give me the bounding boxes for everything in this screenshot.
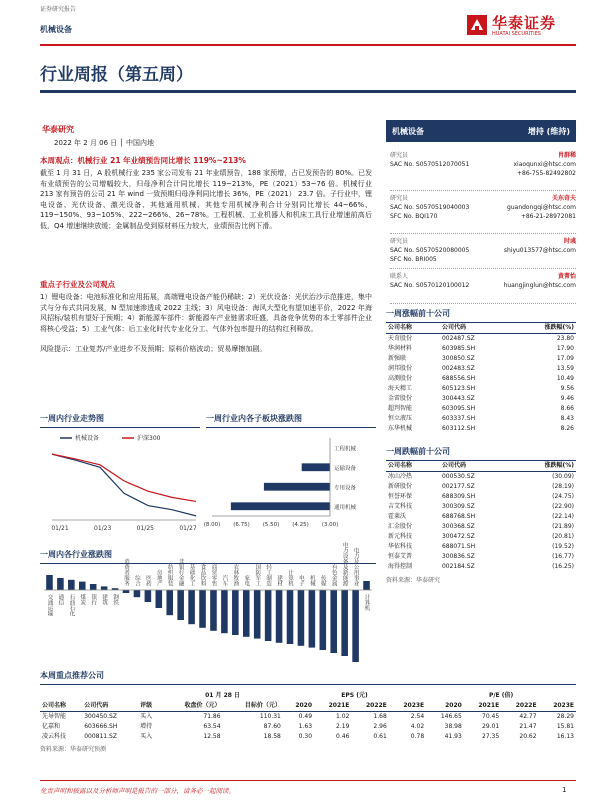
bar xyxy=(101,586,108,590)
bar xyxy=(265,590,272,641)
subsector-chart xyxy=(203,428,376,538)
table-row xyxy=(386,542,576,552)
table-cell: 冰山冷热 xyxy=(388,473,413,480)
table-cell: 新强联 xyxy=(388,355,407,362)
table-cell: (24.75) xyxy=(552,493,574,500)
table-cell: 9.56 xyxy=(560,385,574,392)
logo-icon xyxy=(466,14,488,36)
table-cell: 87.60 xyxy=(263,723,281,730)
table-cell: 688309.SH xyxy=(441,493,476,500)
category-label: 国防军工 xyxy=(254,564,261,586)
column-header: 2020 xyxy=(426,701,464,712)
table-row xyxy=(40,712,576,723)
analyst-name: 黄菁怡 xyxy=(557,273,576,280)
column-header: 2023E xyxy=(389,701,426,712)
table-cell: 16.13 xyxy=(556,733,574,740)
table-cell: 70.45 xyxy=(482,713,500,720)
org-label: 华泰研究 xyxy=(42,125,74,134)
x-tick-label: 01/21 xyxy=(51,525,69,532)
x-tick-label: (8.00) xyxy=(203,522,221,528)
table-row xyxy=(40,732,576,742)
table-cell: (22.90) xyxy=(552,503,574,510)
table-cell: 8.26 xyxy=(560,425,574,432)
table-row xyxy=(386,404,576,414)
table-row xyxy=(386,562,576,572)
category-label: 运输设备 xyxy=(334,466,357,473)
table-cell: 603112.SH xyxy=(441,425,476,432)
analyst-sac: SAC No. S0570519040003 xyxy=(390,204,470,211)
bar xyxy=(341,590,348,656)
table-row xyxy=(40,722,576,732)
subsector-chart-section xyxy=(203,413,376,542)
column-header: 2021E xyxy=(464,701,501,712)
x-tick-label: 01/25 xyxy=(136,525,154,532)
table-row xyxy=(386,472,576,483)
x-tick-label: (6.75) xyxy=(233,522,250,528)
table-cell: 金雷股份 xyxy=(388,395,413,402)
analyst-sac: SAC No. S0570520080005 xyxy=(390,247,470,254)
table-cell: 17.09 xyxy=(556,355,574,362)
category-label: 家电 xyxy=(243,575,250,586)
x-tick-label: (3.00) xyxy=(321,522,339,528)
category-label: 汽车 xyxy=(221,575,228,586)
series-line xyxy=(52,454,196,501)
analyst-email[interactable]: guandongqi@htsc.com xyxy=(507,204,576,211)
table-cell: 603095.SH xyxy=(441,405,476,412)
analyst-phone: +86-21-28972081 xyxy=(520,213,576,220)
table-cell: 增持 xyxy=(140,723,153,730)
rating-sector: 机械设备 xyxy=(392,127,424,136)
table-cell: 18.58 xyxy=(263,733,281,740)
table-cell: 688768.SH xyxy=(441,513,476,520)
table-cell: 2.96 xyxy=(373,723,387,730)
analyst-role: 联系人 xyxy=(390,273,409,280)
table-cell: 恒誉环保 xyxy=(388,493,413,500)
category-label: 钢铁 xyxy=(112,594,119,605)
analyst-name: 时彧 xyxy=(563,238,576,245)
table-cell: 110.31 xyxy=(259,713,281,720)
table-cell: 688556.SH xyxy=(441,375,476,382)
table-row xyxy=(386,364,576,374)
bar xyxy=(287,590,294,644)
table-row xyxy=(386,532,576,542)
category-label: 商贸零售 xyxy=(210,564,217,586)
bar xyxy=(276,590,283,643)
table-cell: (28.19) xyxy=(552,483,574,490)
table-cell: 603666.SH xyxy=(84,723,118,730)
pe-group-label: P/E (倍) xyxy=(488,692,514,699)
table-cell: 27.35 xyxy=(482,733,500,740)
column-header: 涨跌幅(%) xyxy=(511,323,576,334)
losers-source: 资料来源：华泰研究 xyxy=(386,577,441,584)
bar xyxy=(363,581,370,590)
page-title: 行业周报（第五周） xyxy=(40,65,193,85)
table-row xyxy=(386,374,576,384)
analyst-entry xyxy=(390,236,576,269)
table-cell: 13.59 xyxy=(556,365,574,372)
table-cell: 海得控制 xyxy=(388,563,413,570)
summary-body: 截至 1 月 31 日，A 股机械行业 235 家公司发布 21 年业绩预告，188 家预增，占已发预告的 80%。已发布业绩预告的公司增幅较大，归母净利合计同比增长 119~213%，PE（2021）53~76 倍。机械行业 213 家有预告的公司 21 年 wind 一致预期归母净利同比增长 36%，PE（2021） 23.7 倍。子行业中，锂电设备、光伏设备、激光设备、其他通用机械、其他专用机械净利合计分别同比增长 44~66%、119~150%、93~105%、222~266%、26~78%。工程机械、工业机器人和机床工具行业增速前高后低，Q4 增速继续放缓；金属制品受到原材料压力较大，业绩预告比例下滑。 xyxy=(40,169,372,230)
table-cell: 12.58 xyxy=(203,733,221,740)
table-cell: 23.80 xyxy=(556,335,574,342)
table-cell: (16.25) xyxy=(552,563,574,570)
date-line: 2022 年 2 月 06 日 │ 中国内地 xyxy=(54,139,154,147)
date-group-label: 01 月 28 日 xyxy=(205,692,241,699)
trend-chart xyxy=(40,428,200,538)
table-cell: (20.81) xyxy=(552,533,574,540)
column-header: 收盘价（元） xyxy=(162,701,222,712)
table-cell: 恒泰艾普 xyxy=(388,553,413,560)
column-header: 公司名称 xyxy=(40,701,82,712)
table-cell: 20.62 xyxy=(519,733,537,740)
bar xyxy=(221,590,228,633)
column-header: 2020 xyxy=(283,701,314,712)
table-cell: (22.14) xyxy=(552,513,574,520)
table-cell: 买入 xyxy=(140,713,153,720)
category-label: 农林牧渔 xyxy=(232,564,239,586)
bar xyxy=(309,590,316,648)
recommend-section xyxy=(40,670,576,753)
subsector-chart-title: 一周行业内各子板块涨跌图 xyxy=(206,414,302,423)
recommend-table xyxy=(40,691,576,742)
bar xyxy=(264,483,330,491)
column-header: 2022E xyxy=(351,701,388,712)
table-cell: 603985.SH xyxy=(441,345,476,352)
bar xyxy=(210,590,217,631)
losers-section xyxy=(386,446,576,584)
trend-chart-title: 一周内行业走势图 xyxy=(40,414,104,423)
rating-bar xyxy=(386,120,576,142)
category-label: 非银行金融 xyxy=(177,558,184,586)
trend-chart-section xyxy=(40,413,200,542)
table-cell: 41.93 xyxy=(444,733,462,740)
group-header-row xyxy=(40,691,576,701)
table-cell: 63.54 xyxy=(203,723,221,730)
analyst-role: 研究员 xyxy=(390,238,409,245)
table-row xyxy=(386,334,576,345)
x-tick-label: (4.25) xyxy=(292,522,309,528)
column-header: 评级 xyxy=(138,701,162,712)
analyst-list xyxy=(390,150,576,306)
table-cell: 300368.SZ xyxy=(441,523,475,530)
logo-en: HUATAI SECURITIES xyxy=(492,31,541,37)
table-cell: 28.29 xyxy=(556,713,574,720)
table-cell: 17.90 xyxy=(556,345,574,352)
category-label: 专用设备 xyxy=(334,485,357,492)
table-cell: 21.47 xyxy=(519,723,537,730)
table-cell: 新研股份 xyxy=(388,483,413,490)
analyst-entry xyxy=(390,150,576,191)
bar xyxy=(352,590,359,662)
table-cell: 0.46 xyxy=(336,733,350,740)
table-cell: (16.77) xyxy=(552,553,574,560)
bar xyxy=(156,590,163,608)
table-cell: 恒立液压 xyxy=(388,415,413,422)
analyst-role: 研究员 xyxy=(390,195,409,202)
column-header: 2021E xyxy=(314,701,351,712)
table-header-row xyxy=(386,323,576,334)
table-cell: 天奇股份 xyxy=(388,335,413,342)
table-cell: 润邦股份 xyxy=(388,365,413,372)
table-cell: 002177.SZ xyxy=(441,483,475,490)
gainers-section xyxy=(386,308,576,434)
table-row xyxy=(386,492,576,502)
column-header: 2022E xyxy=(501,701,538,712)
analyst-name: 肖群稀 xyxy=(557,152,576,159)
series-line xyxy=(52,454,196,516)
table-cell: 300836.SZ xyxy=(441,553,475,560)
table-row xyxy=(386,502,576,512)
category-label: 机械 xyxy=(308,575,315,586)
bar xyxy=(302,463,330,471)
x-tick-label: (5.50) xyxy=(262,522,280,528)
category-label: 煤炭 xyxy=(79,594,86,605)
table-header-row xyxy=(40,701,576,712)
page-number: 1 xyxy=(562,786,567,794)
column-header: 涨跌幅(%) xyxy=(511,461,576,472)
bar xyxy=(145,590,152,602)
bar xyxy=(90,584,97,590)
category-label: 有色金属 xyxy=(330,564,337,586)
legend-label: 机械设备 xyxy=(75,435,100,442)
table-cell: 4.02 xyxy=(410,723,425,730)
table-cell: 0.30 xyxy=(298,733,313,740)
table-cell: 新元科技 xyxy=(388,533,413,540)
table-row xyxy=(386,482,576,492)
category-label: 消费者服务 xyxy=(123,558,129,586)
table-cell: 300850.SZ xyxy=(441,355,475,362)
column-header: 公司代码 xyxy=(440,323,512,334)
table-row xyxy=(386,552,576,562)
table-cell: 亿嘉和 xyxy=(42,723,61,730)
footer-disclaimer: 免责声明和披露以及分析师声明是报告的一部分，请务必一起阅读。 xyxy=(40,787,235,795)
table-cell: 8.66 xyxy=(560,405,574,412)
x-tick-label: 01/27 xyxy=(179,525,197,532)
bar xyxy=(330,590,337,653)
column-header: 公司名称 xyxy=(386,323,440,334)
column-header: 目标价（元） xyxy=(223,701,283,712)
table-cell: 29.01 xyxy=(482,723,500,730)
bar xyxy=(188,590,195,624)
table-cell: 2.19 xyxy=(336,723,350,730)
summary-section xyxy=(40,156,372,231)
table-cell: (19.52) xyxy=(552,543,574,550)
focus-section xyxy=(40,280,372,354)
table-cell: 华润材料 xyxy=(388,345,413,352)
gainers-table xyxy=(386,323,576,434)
table-cell: 002483.SZ xyxy=(441,365,475,372)
table-cell: (21.89) xyxy=(552,523,574,530)
table-row xyxy=(386,384,576,394)
table-cell: 2.54 xyxy=(410,713,425,720)
table-cell: 东华机械 xyxy=(388,425,413,432)
table-cell: 000811.SZ xyxy=(84,733,117,740)
table-cell: 1.63 xyxy=(298,723,313,730)
category-label: 石油石化 xyxy=(68,594,75,616)
industry-chart-title: 一周内各行业涨跌图 xyxy=(40,550,112,559)
gainers-title: 一周涨幅前十公司 xyxy=(386,309,450,318)
table-cell: 0.49 xyxy=(298,713,313,720)
analyst-email[interactable]: huangjinglun@htsc.com xyxy=(503,282,576,289)
table-cell: 146.65 xyxy=(440,713,462,720)
rating-value: 增持 (维持) xyxy=(527,127,570,136)
table-row xyxy=(386,512,576,522)
category-label: 银行 xyxy=(90,594,97,605)
losers-table xyxy=(386,461,576,572)
analyst-name: 关东奇夫 xyxy=(551,195,576,202)
category-label: 计算机 xyxy=(363,594,370,611)
column-header: 公司名称 xyxy=(386,461,440,472)
risk-note: 风险提示：工业复苏/产业进步不及预期；原料价格波动；贸易摩擦加剧。 xyxy=(40,345,267,353)
summary-heading: 本周观点：机械行业 21 年业绩预告同比增长 119%~213% xyxy=(40,156,246,165)
category-label: 建筑 xyxy=(101,594,108,605)
analyst-email[interactable]: shiyu013577@htsc.com xyxy=(503,247,576,254)
table-cell: 买入 xyxy=(140,733,153,740)
table-cell: 海天精工 xyxy=(388,385,413,392)
bar xyxy=(79,582,86,590)
table-row xyxy=(386,394,576,404)
table-cell: 15.81 xyxy=(556,723,574,730)
table-cell: 688071.SH xyxy=(441,543,476,550)
category-label: 医药 xyxy=(144,575,151,586)
bar xyxy=(199,590,206,628)
bar xyxy=(46,575,53,590)
category-label: 电力设备及新能源 xyxy=(341,542,348,586)
table-cell: 高测股份 xyxy=(388,375,413,382)
table-cell: 10.49 xyxy=(556,375,574,382)
bar xyxy=(320,590,327,650)
industry-chart-section xyxy=(40,542,376,678)
analyst-sac: SAC No. S0570120100012 xyxy=(390,282,470,289)
table-cell: 38.98 xyxy=(444,723,462,730)
category-label: 电子 xyxy=(297,575,304,586)
analyst-sac: SAC No. S0570512070051 xyxy=(390,161,470,168)
table-cell: 002487.SZ xyxy=(441,335,475,342)
bar xyxy=(68,580,75,590)
category-label: 计算机 xyxy=(287,569,293,586)
losers-title: 一周跌幅前十公司 xyxy=(386,447,450,456)
category-label: 轻工制造 xyxy=(265,564,272,586)
analyst-entry xyxy=(390,271,576,304)
column-header: 2023E xyxy=(539,701,576,712)
bar xyxy=(177,590,184,620)
bar xyxy=(232,590,239,635)
table-row xyxy=(386,414,576,424)
category-label: 纺织服装 xyxy=(166,564,173,586)
analyst-sfc: SFC No. BQI170 xyxy=(390,213,438,220)
category-label: 通用机械 xyxy=(334,505,357,512)
category-label: 建材 xyxy=(276,575,283,586)
table-cell: (30.09) xyxy=(552,473,574,480)
category-label: 综合 xyxy=(133,575,140,586)
bar xyxy=(298,590,305,646)
category-label: 工程机械 xyxy=(334,446,357,453)
logo-cn: 华泰证券 xyxy=(492,14,557,32)
x-tick-label: 01/23 xyxy=(94,525,112,532)
category-label: 交通运输 xyxy=(46,594,53,616)
analyst-entry xyxy=(390,193,576,234)
table-row xyxy=(386,344,576,354)
report-type-label: 证券研究报告 xyxy=(40,6,77,13)
table-cell: 71.86 xyxy=(203,713,221,720)
industry-label: 机械设备 xyxy=(40,25,72,34)
analyst-phone: +86-755-82492802 xyxy=(517,170,576,177)
table-cell: 华依科技 xyxy=(388,543,413,550)
category-label: 传媒 xyxy=(319,575,326,586)
table-cell: 605123.SH xyxy=(441,385,476,392)
recommend-title: 本周重点推荐公司 xyxy=(40,671,104,680)
table-row xyxy=(386,424,576,434)
table-cell: 超判智能 xyxy=(388,405,413,412)
group-spacer xyxy=(40,691,162,701)
table-cell: 吉艾科技 xyxy=(388,503,413,510)
table-cell: 0.61 xyxy=(373,733,387,740)
recommend-source: 资料来源：华泰研究预测 xyxy=(40,746,107,753)
column-header: 公司代码 xyxy=(82,701,138,712)
bar xyxy=(134,590,141,597)
category-label: 房地产 xyxy=(155,569,162,586)
focus-heading: 重点子行业及公司观点 xyxy=(40,280,115,289)
bar xyxy=(243,590,250,637)
analyst-role: 研究员 xyxy=(390,152,409,159)
table-cell: 9.46 xyxy=(560,395,574,402)
table-cell: 凌云科技 xyxy=(42,733,67,740)
category-label: 食品饮料 xyxy=(199,564,206,586)
bar xyxy=(231,502,330,510)
bar xyxy=(166,590,173,615)
table-cell: 300309.SZ xyxy=(441,503,475,510)
table-cell: 先导智能 xyxy=(42,713,67,720)
company-logo xyxy=(466,12,576,42)
table-cell: 300443.SZ xyxy=(441,395,475,402)
table-cell: 1.02 xyxy=(336,713,350,720)
analyst-sfc: SFC No. BRI005 xyxy=(390,256,437,263)
table-cell: 000530.SZ xyxy=(441,473,475,480)
table-cell: 300450.SZ xyxy=(84,713,117,720)
column-header: 公司代码 xyxy=(440,461,512,472)
table-row xyxy=(386,354,576,364)
bar xyxy=(123,590,130,593)
eps-group-label: EPS (元) xyxy=(341,692,368,699)
legend-label: 沪深300 xyxy=(137,435,161,442)
table-cell: 1.68 xyxy=(373,713,387,720)
bar xyxy=(57,578,64,590)
table-cell: 8.43 xyxy=(560,415,574,422)
focus-body: 1）锂电设备：电池标准化和应用拓展，高端锂电设备产能仍稀缺；2）光伏设备：光伏治沙示范推进，集中式与分布式共同发展，N 型加速渗透成 2022 主线；3）风电设备：海风大型化有望加速平价，2022 年海风招标/装机有望好于预期；4）新能源车部件：新能源车产业链需求旺盛，具备竞争优势的本土零部件企业将核心受益；5）工业气体：后工业化时代专业化分工、气体外包率提升的结构红利释放。 xyxy=(40,293,372,333)
bar xyxy=(254,590,261,639)
table-cell: 002184.SZ xyxy=(441,563,475,570)
table-row xyxy=(386,522,576,532)
table-cell: 汇金股份 xyxy=(388,523,413,530)
table-cell: 0.78 xyxy=(410,733,425,740)
table-cell: 603337.SH xyxy=(441,415,476,422)
table-cell: 300472.SZ xyxy=(441,533,475,540)
table-header-row xyxy=(386,461,576,472)
analyst-email[interactable]: xiaoqunxi@htsc.com xyxy=(513,161,576,168)
category-label: 通信 xyxy=(57,594,64,605)
table-cell: 42.77 xyxy=(519,713,537,720)
category-label: 电力及公用事业 xyxy=(352,547,359,586)
table-cell: 霍莱沃 xyxy=(388,513,407,520)
category-label: 基础化工 xyxy=(188,564,195,586)
